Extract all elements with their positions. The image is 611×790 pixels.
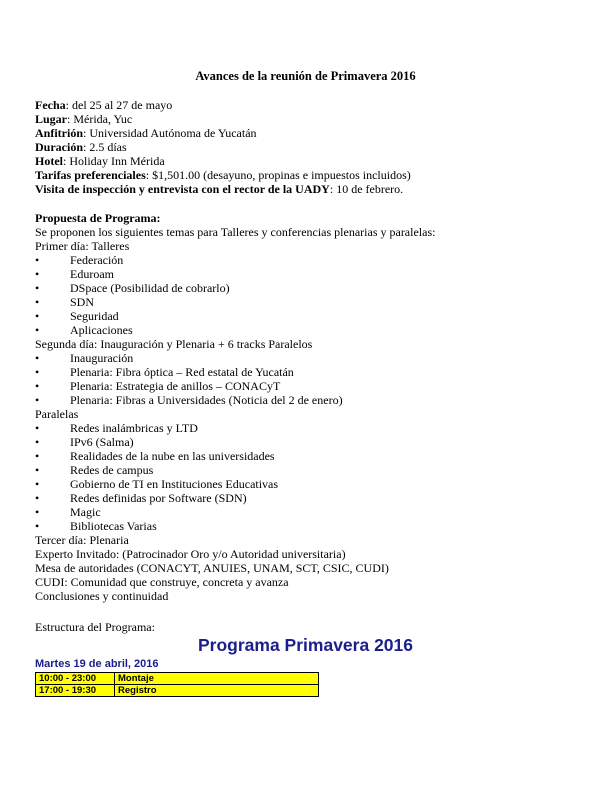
day2-list: [35, 351, 595, 407]
day2-label: Segunda día: Inauguración y Plenaria + 6 tracks Paralelos: [35, 337, 313, 351]
list-item: • Plenaria: Fibra óptica – Red estatal de Yucatán: [35, 365, 294, 379]
table-row: [36, 685, 319, 697]
list-item: • DSpace (Posibilidad de cobrarlo): [35, 281, 230, 295]
proposal-heading: Propuesta de Programa:: [35, 211, 161, 225]
list-item: • Federación: [35, 253, 124, 267]
info-hotel: Hotel: Holiday Inn Mérida: [35, 154, 165, 168]
cudi-line: CUDI: Comunidad que construye, concreta y avanza: [35, 575, 289, 589]
table-row: [36, 673, 319, 685]
guest-expert: Experto Invitado: (Patrocinador Oro y/o Autoridad universitaria): [35, 547, 346, 561]
list-item: • Redes de campus: [35, 463, 154, 477]
list-item: • SDN: [35, 295, 95, 309]
day1-list: [35, 253, 595, 337]
schedule-time: 10:00 - 23:00: [36, 673, 115, 685]
list-item: • Seguridad: [35, 309, 119, 323]
day3-label: Tercer día: Plenaria: [35, 533, 129, 547]
parallel-list: [35, 421, 595, 533]
list-item: • Redes inalámbricas y LTD: [35, 421, 198, 435]
document-title: Avances de la reunión de Primavera 2016: [195, 69, 416, 83]
list-item: • Redes definidas por Software (SDN): [35, 491, 247, 505]
schedule-activity: Montaje: [115, 673, 319, 685]
structure-section: [35, 620, 595, 634]
conclusions: Conclusiones y continuidad: [35, 589, 169, 603]
program-day-label: Martes 19 de abril, 2016: [35, 658, 159, 670]
list-item: • Plenaria: Fibras a Universidades (Noticia del 2 de enero): [35, 393, 343, 407]
info-tarifas: Tarifas preferenciales: $1,501.00 (desayuno, propinas e impuestos incluidos): [35, 168, 411, 182]
schedule-table: [35, 672, 319, 697]
list-item: • Aplicaciones: [35, 323, 133, 337]
program-proposal: [35, 211, 595, 603]
info-fecha: Fecha: del 25 al 27 de mayo: [35, 98, 173, 112]
schedule-activity: Registro: [115, 685, 319, 697]
list-item: • Plenaria: Estrategia de anillos – CONACyT: [35, 379, 281, 393]
parallel-label: Paralelas: [35, 407, 79, 421]
list-item: • Gobierno de TI en Instituciones Educativas: [35, 477, 279, 491]
info-visita: Visita de inspección y entrevista con el rector de la UADY: 10 de febrero.: [35, 182, 404, 196]
list-item: • Magic: [35, 505, 101, 519]
structure-label: Estructura del Programa:: [35, 620, 155, 634]
list-item: • Inauguración: [35, 351, 134, 365]
info-anfitrion: Anfitrión: Universidad Autónoma de Yucatán: [35, 126, 257, 140]
list-item: • IPv6 (Salma): [35, 435, 134, 449]
list-item: • Realidades de la nube en las universidades: [35, 449, 275, 463]
program-title: Programa Primavera 2016: [198, 635, 413, 655]
schedule-time: 17:00 - 19:30: [36, 685, 115, 697]
list-item: • Eduroam: [35, 267, 114, 281]
proposal-intro: Se proponen los siguientes temas para Talleres y conferencias plenarias y paralelas:: [35, 225, 436, 239]
info-duracion: Duración: 2.5 días: [35, 140, 127, 154]
meeting-info: [35, 98, 595, 196]
day1-label: Primer día: Talleres: [35, 239, 130, 253]
info-lugar: Lugar: Mérida, Yuc: [35, 112, 133, 126]
list-item: • Bibliotecas Varias: [35, 519, 157, 533]
authorities-panel: Mesa de autoridades (CONACYT, ANUIES, UNAM, SCT, CSIC, CUDI): [35, 561, 389, 575]
